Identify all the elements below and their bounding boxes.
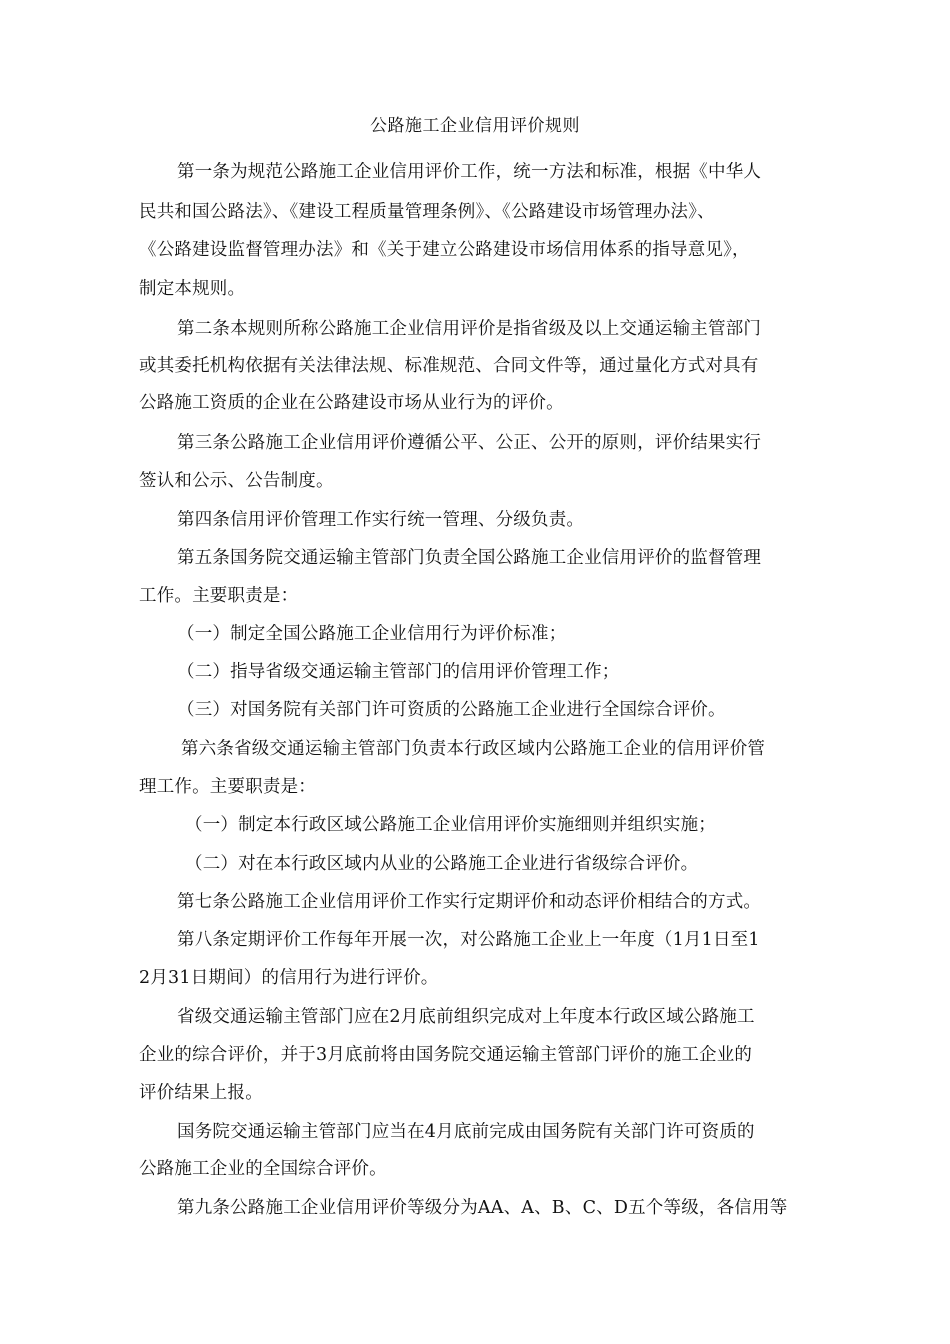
text-line: 2月31日期间）的信用行为进行评价。 bbox=[139, 968, 439, 988]
list-item: （一）制定全国公路施工企业信用行为评价标准； bbox=[177, 624, 567, 644]
text-line: 国务院交通运输主管部门应当在4月底前完成由国务院有关部门许可资质的 bbox=[177, 1122, 755, 1142]
text-line: 第三条公路施工企业信用评价遵循公平、公正、公开的原则，评价结果实行 bbox=[177, 433, 762, 453]
text-line: 第九条公路施工企业信用评价等级分为AA、A、B、C、D五个等级，各信用等 bbox=[177, 1198, 788, 1218]
text-line: 或其委托机构依据有关法律法规、标准规范、合同文件等，通过量化方式对具有 bbox=[139, 356, 759, 376]
text-line: 制定本规则。 bbox=[139, 279, 246, 299]
text-line: 签认和公示、公告制度。 bbox=[139, 471, 334, 491]
text-line: 《公路建设监督管理办法》和《关于建立公路建设市场信用体系的指导意见》， bbox=[139, 240, 750, 260]
text-line: 第四条信用评价管理工作实行统一管理、分级负责。 bbox=[177, 510, 585, 530]
list-item: （二）指导省级交通运输主管部门的信用评价管理工作； bbox=[177, 662, 620, 682]
text-line: 第二条本规则所称公路施工企业信用评价是指省级及以上交通运输主管部门 bbox=[177, 319, 762, 339]
text-line: 评价结果上报。 bbox=[139, 1083, 263, 1103]
list-item: （一）制定本行政区域公路施工企业信用评价实施细则并组织实施； bbox=[185, 815, 716, 835]
list-item: （三）对国务院有关部门许可资质的公路施工企业进行全国综合评价。 bbox=[177, 700, 726, 720]
text-line: 第一条为规范公路施工企业信用评价工作，统一方法和标准，根据《中华人 bbox=[177, 162, 762, 182]
text-line: 企业的综合评价，并于3月底前将由国务院交通运输主管部门评价的施工企业的 bbox=[139, 1045, 753, 1065]
text-line: 民共和国公路法》、《建设工程质量管理条例》、《公路建设市场管理办法》、 bbox=[139, 202, 715, 222]
text-line: 工作。主要职责是： bbox=[139, 586, 299, 606]
list-item: （二）对在本行政区域内从业的公路施工企业进行省级综合评价。 bbox=[185, 854, 699, 874]
text-line: 理工作。主要职责是： bbox=[139, 777, 316, 797]
document-title: 公路施工企业信用评价规则 bbox=[370, 116, 580, 136]
text-line: 公路施工资质的企业在公路建设市场从业行为的评价。 bbox=[139, 393, 564, 413]
text-line: 第八条定期评价工作每年开展一次，对公路施工企业上一年度（1月1日至1 bbox=[177, 930, 760, 950]
text-line: 公路施工企业的全国综合评价。 bbox=[139, 1159, 387, 1179]
text-line: 第七条公路施工企业信用评价工作实行定期评价和动态评价相结合的方式。 bbox=[177, 892, 762, 912]
text-line: 第六条省级交通运输主管部门负责本行政区域内公路施工企业的信用评价管 bbox=[181, 739, 766, 759]
text-line: 第五条国务院交通运输主管部门负责全国公路施工企业信用评价的监督管理 bbox=[177, 548, 762, 568]
text-line: 省级交通运输主管部门应在2月底前组织完成对上年度本行政区域公路施工 bbox=[177, 1007, 755, 1027]
